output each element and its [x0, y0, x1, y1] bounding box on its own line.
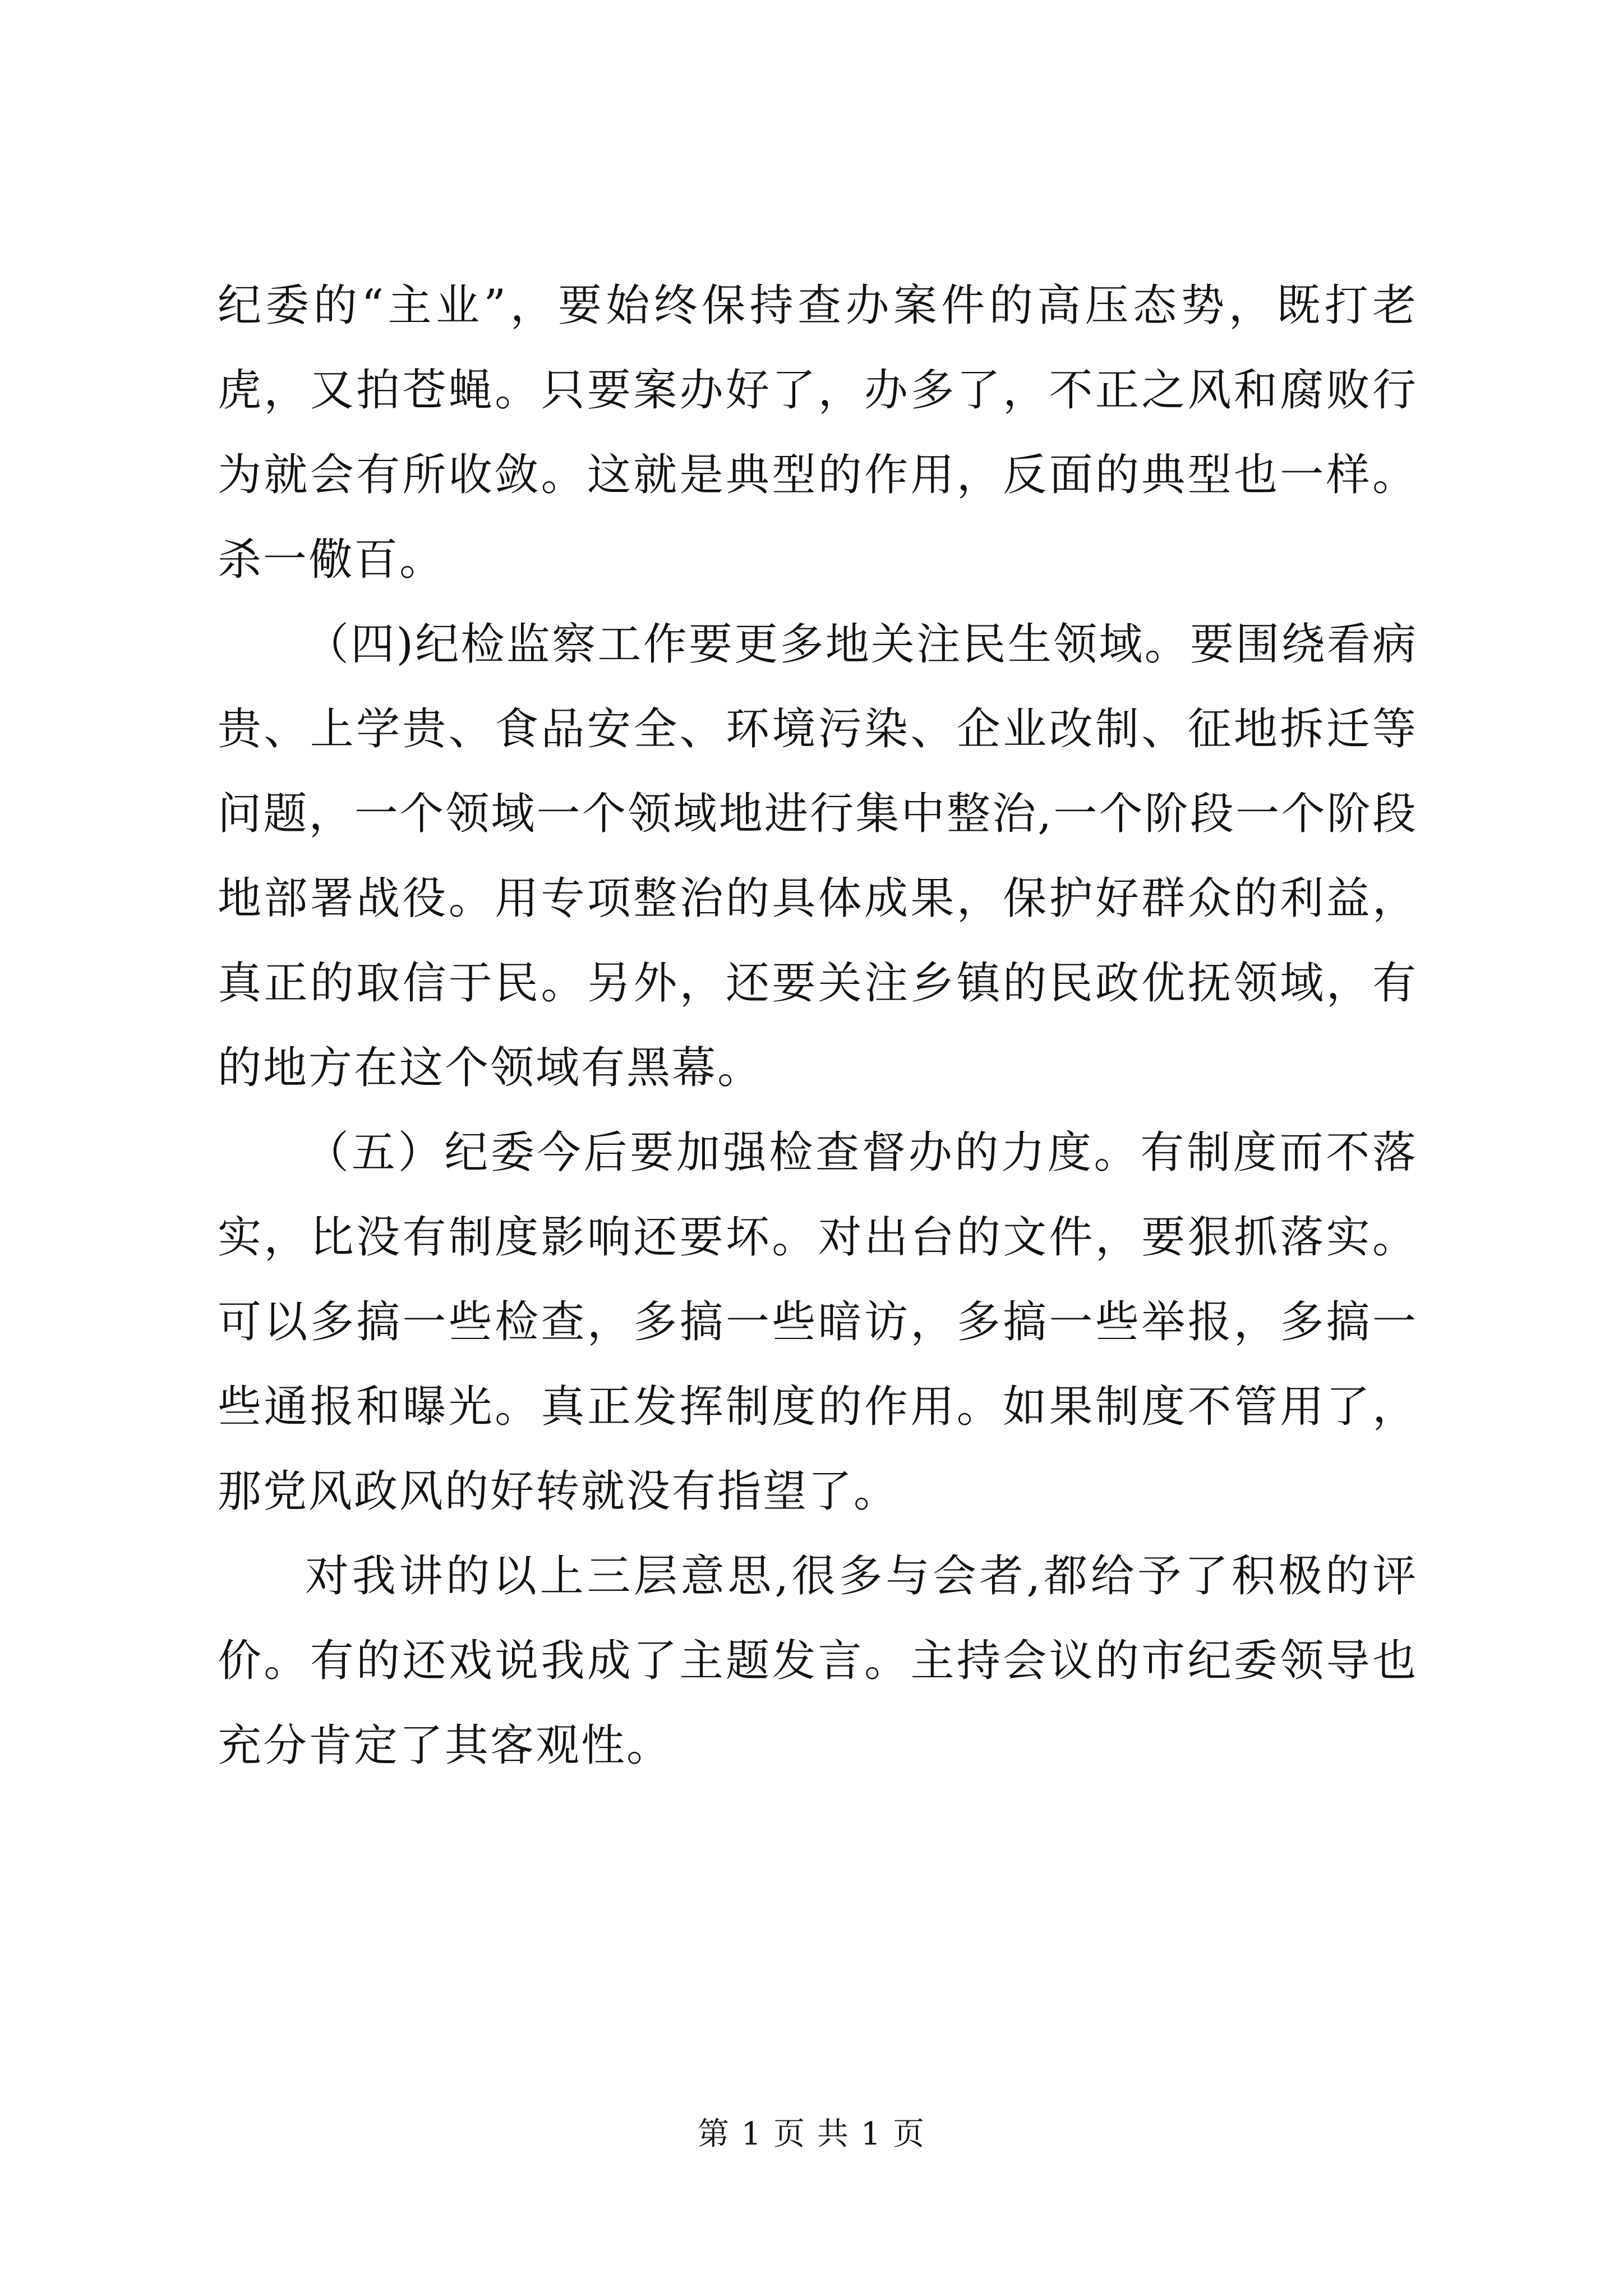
document-body: [218, 264, 1418, 1788]
paragraph-continuation: 纪委的“主业”，要始终保持查办案件的高压态势，既打老虎，又拍苍蝇。只要案办好了，办多了，不正之风和腐败行为就会有所收敛。这就是典型的作用，反面的典型也一样。杀一儆百。: [218, 280, 1418, 585]
paragraph-section-four: （四)纪检监察工作要更多地关注民生领域。要围绕看病贵、上学贵、食品安全、环境污染、企业改制、征地拆迁等问题，一个领域一个领域地进行集中整治,一个阶段一个阶段地部署战役。用专项整治的具体成果，保护好群众的利益，真正的取信于民。另外，还要关注乡镇的民政优抚领域，有的地方在这个领域有黑幕。: [218, 619, 1418, 1093]
paragraph-conclusion: 对我讲的以上三层意思,很多与会者,都给予了积极的评价。有的还戏说我成了主题发言。主持会议的市纪委领导也充分肯定了其客观性。: [218, 1551, 1418, 1771]
page-number-footer: 第 1 页 共 1 页: [697, 2116, 926, 2152]
paragraph-section-five: （五）纪委今后要加强检查督办的力度。有制度而不落实，比没有制度影响还要坏。对出台的文件，要狠抓落实。可以多搞一些检查，多搞一些暗访，多搞一些举报，多搞一些通报和曝光。真正发挥制度的作用。如果制度不管用了，那党风政风的好转就没有指望了。: [218, 1128, 1418, 1517]
